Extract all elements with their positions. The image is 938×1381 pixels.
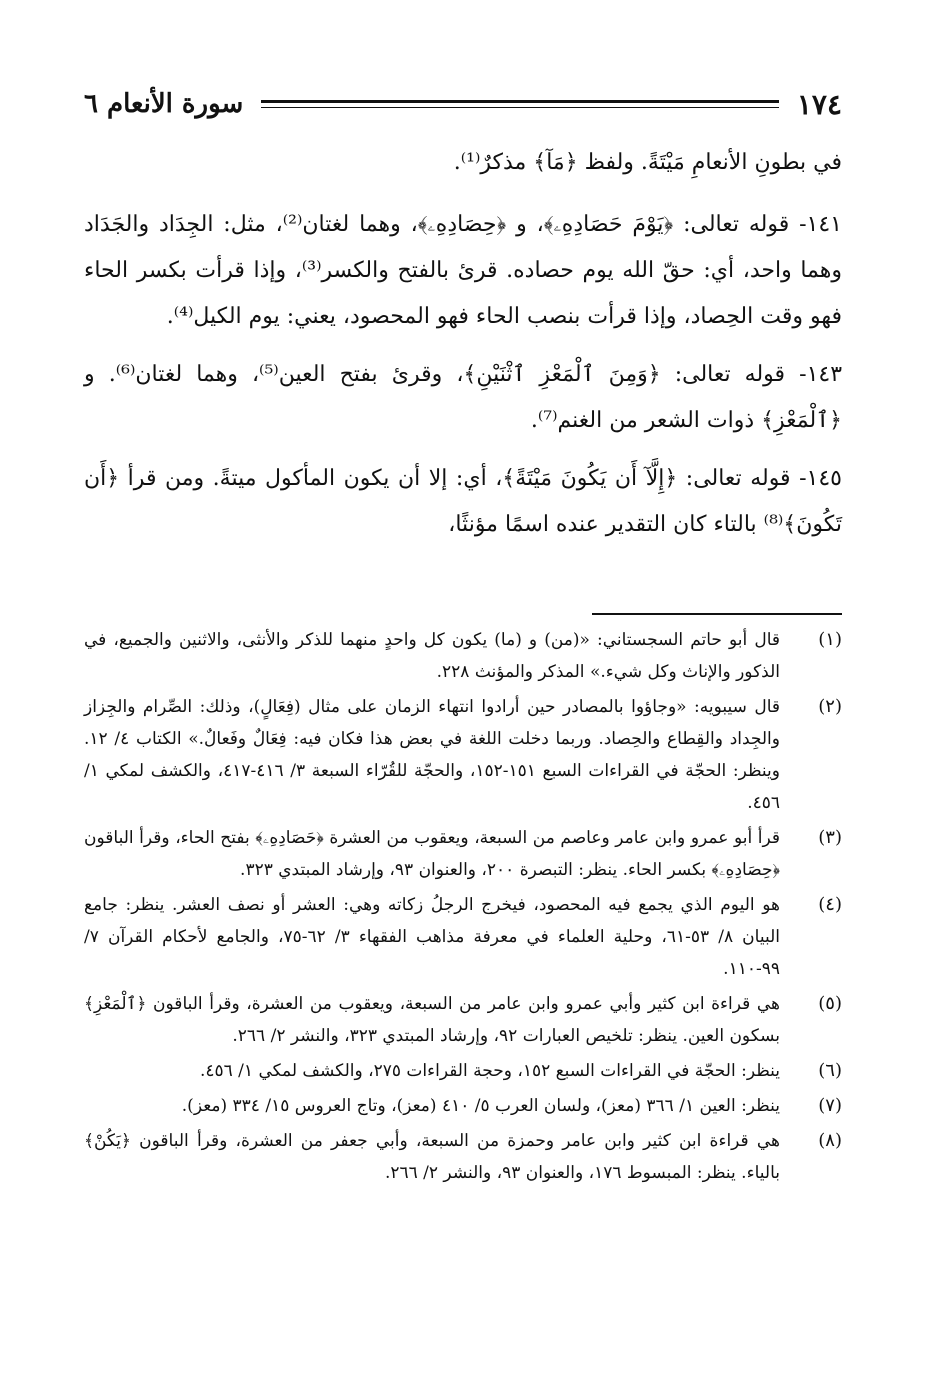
page-number: ١٧٤ [796,87,842,121]
footnote-separator [592,613,842,615]
footnote-text: ينظر: العين ١/ ٣٦٦ (معز)، ولسان العرب ٥/ ٤١٠ (معز)، وتاج العروس ١٥/ ٣٣٤ (معز). [181,1096,780,1116]
footnote-number: (٨) [818,1130,842,1151]
footnote-text: قال سيبويه: «وجاؤوا بالمصادر حين أرادوا انتهاء الزمان على مثال (فِعَالٍ)، وذلك: الصِّرام والجِزاز والجِداد والقِطاع والحِصاد. وربما دخلت اللغة في بعض هذا فكان فيه: فِعَالٌ وفَعالٌ.» الكتاب ٤/ ١٢. وينظر: الحجّة في القراءات السبع ١٥١-١٥٢، والحجّة للقُرّاء السبعة ٣/ ٤١٦-٤١٧، والكشف لمكي ١/ ٤٥٦. [84,697,780,813]
footnote [84,988,842,1052]
footnote [84,1125,842,1189]
footnote [84,889,842,985]
footnote [84,1055,842,1087]
paragraph: ١٤٥- قوله تعالى: ﴿إِلَّآ أَن يَكُونَ مَيْتَةً﴾، أي: إلا أن يكون المأكول ميتةً. ومن قرأ ﴿أَن تَكُونَ﴾⁽⁸⁾ بالتاء كان التقدير عنده اسمًا مؤنثًا، [84,466,842,537]
footnotes [84,624,842,1192]
paragraph: في بطونِ الأنعامِ مَيْتَةً. ولفظ ﴿مَآ﴾ مذكرٌ⁽¹⁾. [453,150,842,175]
footnote [84,691,842,819]
page-header [84,84,842,124]
footnote-text: قال أبو حاتم السجستاني: «(من) و (ما) يكون كل واحدٍ منهما للذكر والأنثى، والاثنين والجميع، في الذكور والإناث وكل شيء.» المذكر والمؤنث ٢٢٨. [84,630,780,682]
footnote-text: هو اليوم الذي يجمع فيه المحصود، فيخرج الرجلُ زكاته وهي: العشر أو نصف العشر. ينظر: جامع البيان ٨/ ٥٣-٦١، وحلية العلماء في معرفة مذاهب الفقهاء ٣/ ٦٢-٧٥، والجامع لأحكام القرآن ٧/ ٩٩-١١٠. [84,895,780,979]
footnote-number: (١) [818,629,842,650]
footnote-number: (٤) [818,894,842,915]
main-text [84,140,842,560]
footnote-number: (٥) [818,993,842,1014]
footnote-text: ينظر: الحجّة في القراءات السبع ١٥٢، وحجة القراءات ٢٧٥، والكشف لمكي ١/ ٤٥٦. [199,1061,780,1081]
footnote [84,1090,842,1122]
running-title: سورة الأنعام ٦ [84,89,244,119]
footnote-number: (٣) [818,827,842,848]
header-rule [261,100,779,108]
footnote [84,624,842,688]
footnote-text: هي قراءة ابن كثير وابن عامر وحمزة من السبعة، وأبي جعفر من العشرة، وقرأ الباقون ﴿يَكُنْ﴾ بالياء. ينظر: المبسوط ١٧٦، والعنوان ٩٣، والنشر ٢/ ٢٦٦. [84,1131,780,1183]
footnote [84,822,842,886]
footnote-number: (٧) [818,1095,842,1116]
footnote-text: هي قراءة ابن كثير وأبي عمرو وابن عامر من السبعة، ويعقوب من العشرة، وقرأ الباقون ﴿ٱلْمَعْزِ﴾ بسكون العين. ينظر: تلخيص العبارات ٩٢، وإرشاد المبتدي ٣٢٣، والنشر ٢/ ٢٦٦. [84,994,780,1046]
paragraph: ١٤١- قوله تعالى: ﴿يَوْمَ حَصَادِهِۦ﴾، و ﴿حِصَادِهِۦ﴾، وهما لغتان⁽²⁾، مثل: الجِدَاد والجَدَاد وهما واحد، أي: حقّ الله يوم حصاده. قرئ بالفتح والكسر⁽³⁾، وإذا قرأت بكسر الحاء فهو وقت الحِصاد، وإذا قرأت بنصب الحاء فهو المحصود، يعني: يوم الكيل⁽⁴⁾. [84,212,842,329]
footnote-text: قرأ أبو عمرو وابن عامر وعاصم من السبعة، ويعقوب من العشرة ﴿حَصَادِهِۦ﴾ بفتح الحاء، وقرأ الباقون ﴿حِصَادِهِۦ﴾ بكسر الحاء. ينظر: التبصرة ٢٠٠، والعنوان ٩٣، وإرشاد المبتدي ٣٢٣. [84,828,780,880]
paragraph: ١٤٣- قوله تعالى: ﴿وَمِنَ ٱلْمَعْزِ ٱثْنَيْنِ﴾، وقرئ بفتح العين⁽⁵⁾، وهما لغتان⁽⁶⁾. و ﴿ٱلْمَعْزِ﴾ ذوات الشعر من الغنم⁽⁷⁾. [84,362,843,433]
footnote-number: (٦) [818,1060,842,1081]
footnote-number: (٢) [818,696,842,717]
